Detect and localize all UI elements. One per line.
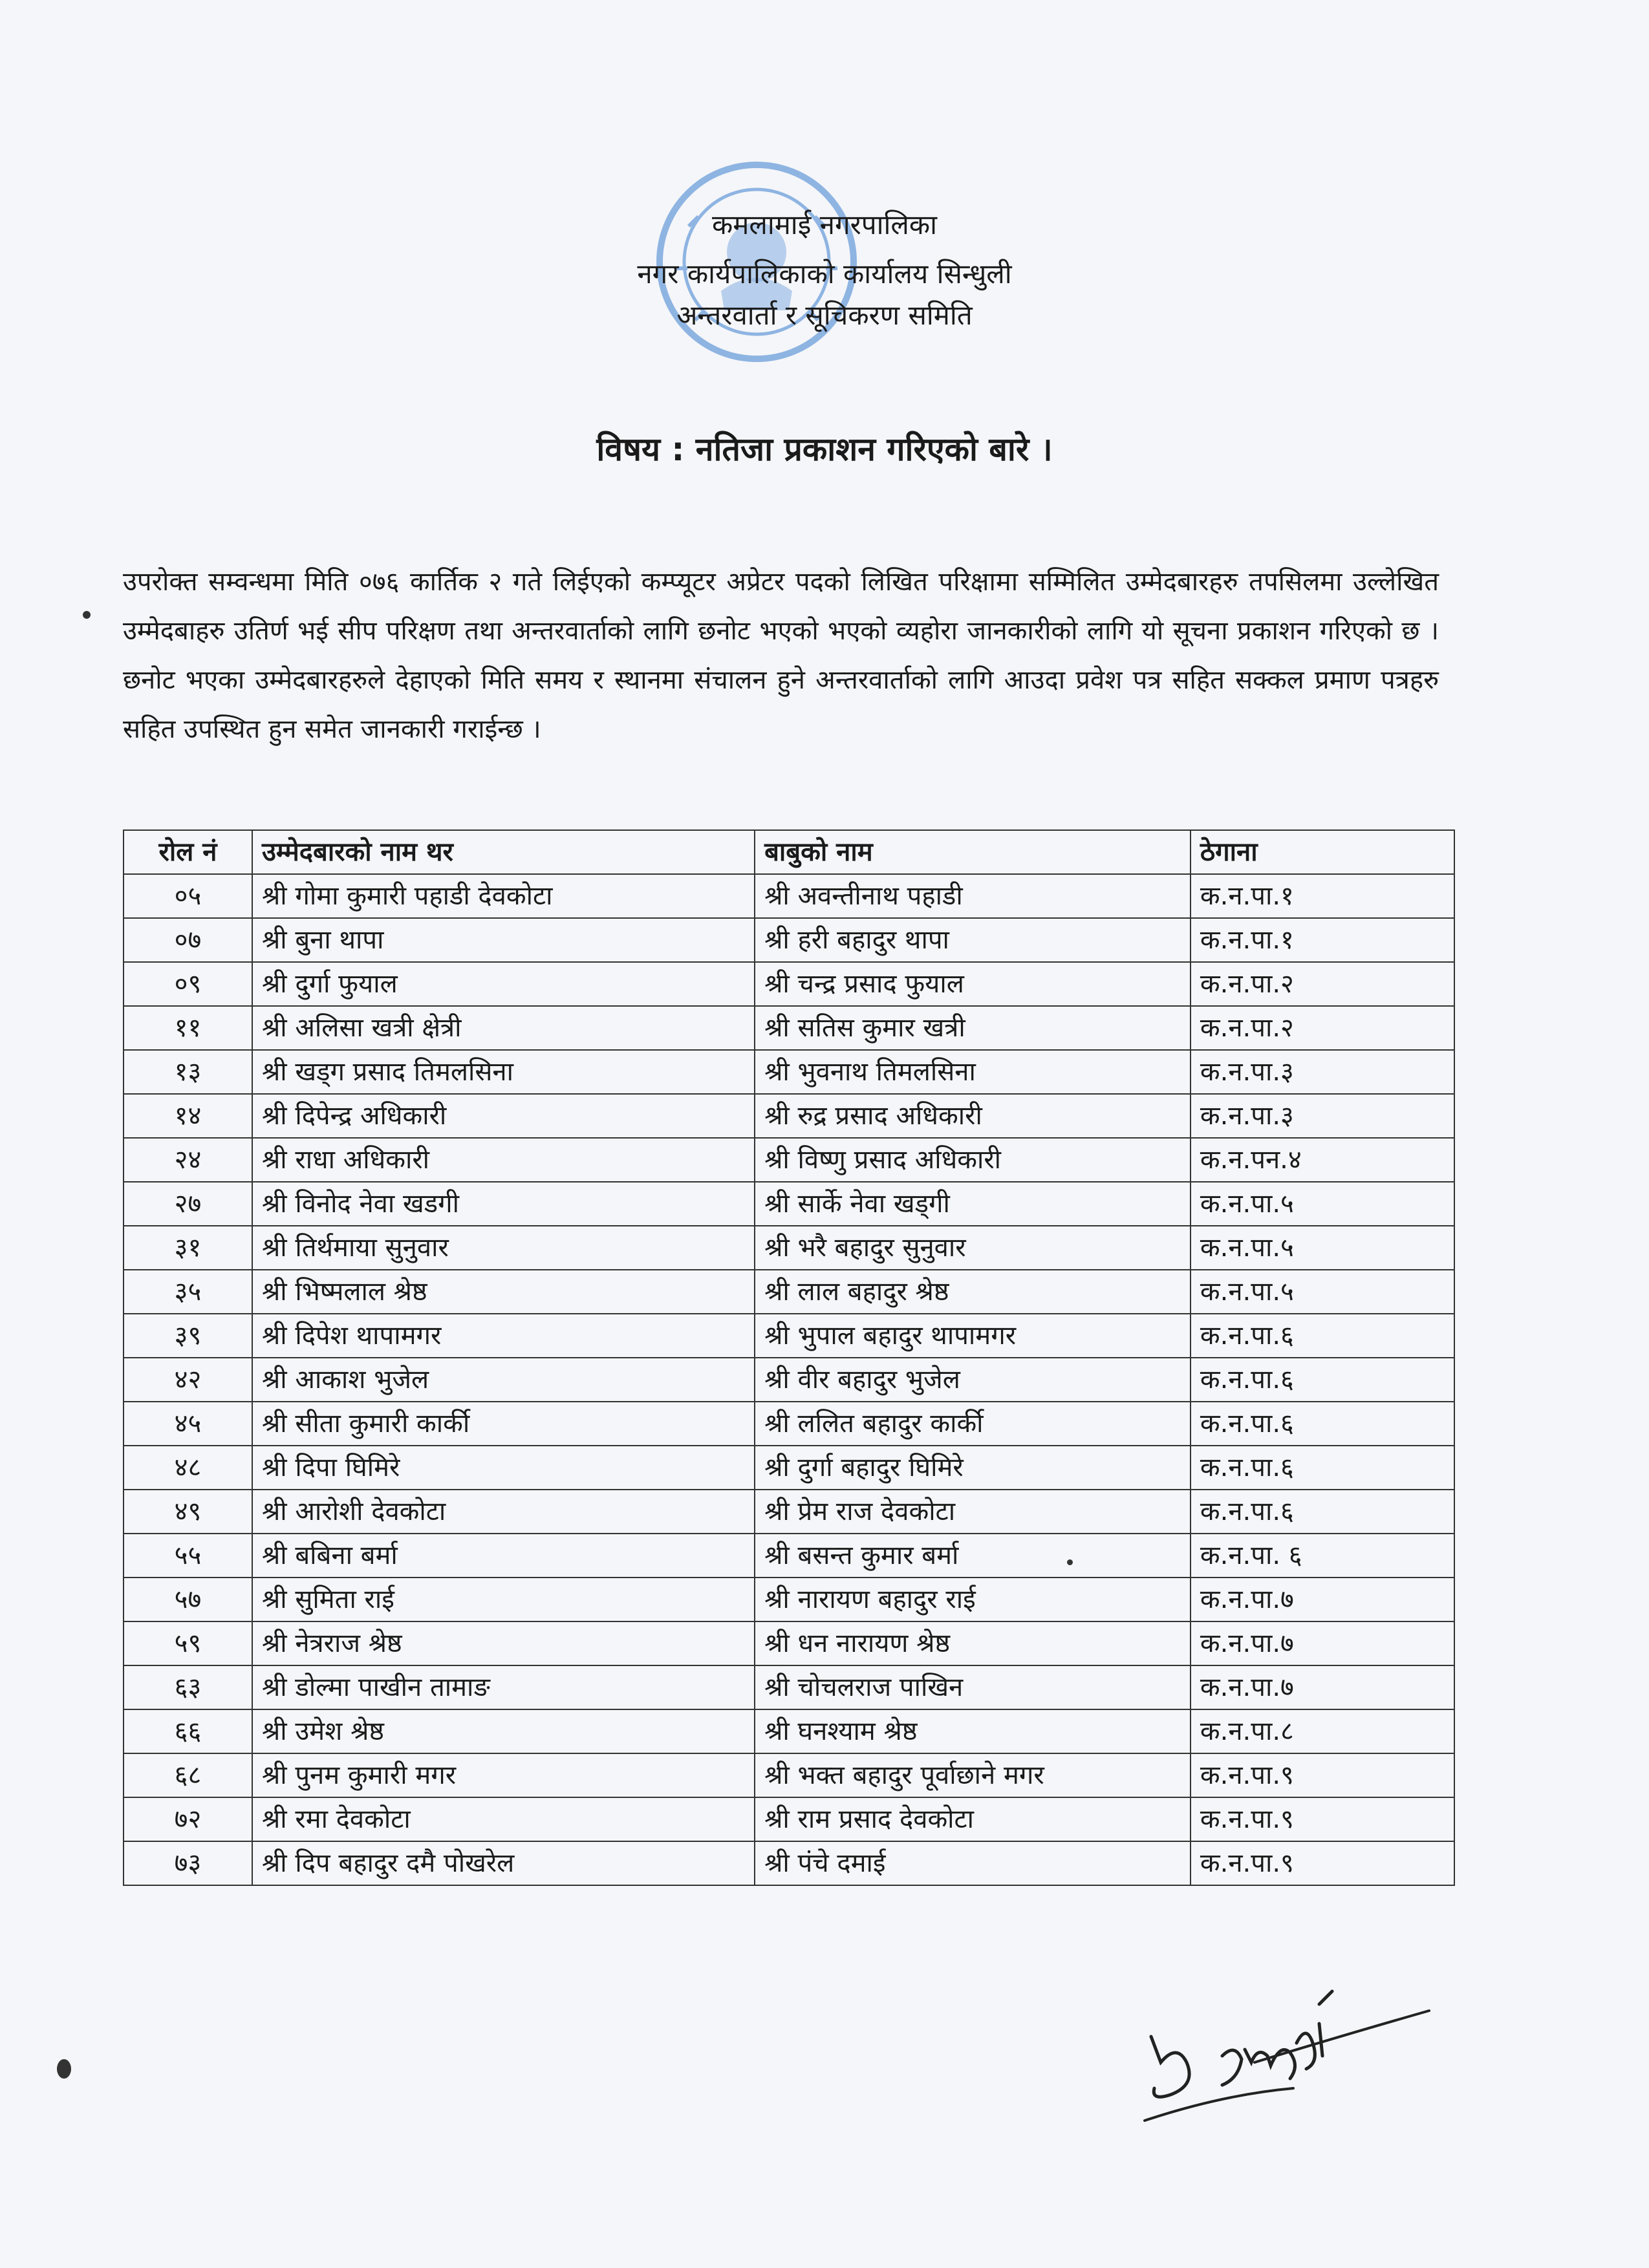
candidate-name: श्री रमा देवकोटा (252, 1797, 755, 1841)
roll-number: ५७ (124, 1578, 252, 1621)
candidate-name: श्री गोमा कुमारी पहाडी देवकोटा (252, 874, 755, 918)
roll-number: ४२ (124, 1358, 252, 1402)
table-row (124, 1709, 1454, 1753)
father-name: श्री रुद्र प्रसाद अधिकारी (755, 1094, 1191, 1138)
table-row (124, 962, 1454, 1006)
address: क.न.पा.३ (1191, 1050, 1454, 1094)
father-name: श्री चन्द्र प्रसाद फुयाल (755, 962, 1191, 1006)
father-name: श्री भक्त बहादुर पूर्वाछाने मगर (755, 1753, 1191, 1797)
column-header-candidate: उम्मेदबारको नाम थर (252, 830, 755, 874)
table-row (124, 1006, 1454, 1050)
address: क.न.पा.१ (1191, 874, 1454, 918)
address: क.न.पा.१ (1191, 918, 1454, 962)
scan-speck (83, 611, 91, 619)
table-row (124, 1226, 1454, 1270)
father-name: श्री लाल बहादुर श्रेष्ठ (755, 1270, 1191, 1314)
table-row (124, 1138, 1454, 1182)
roll-number: ६३ (124, 1665, 252, 1709)
address: क.न.पा.९ (1191, 1841, 1454, 1885)
candidate-name: श्री उमेश श्रेष्ठ (252, 1709, 755, 1753)
address: क.न.पा.२ (1191, 1006, 1454, 1050)
results-body (124, 874, 1454, 1885)
father-name: श्री अवन्तीनाथ पहाडी (755, 874, 1191, 918)
address: क.न.पा.६ (1191, 1490, 1454, 1534)
roll-number: ५९ (124, 1621, 252, 1665)
candidate-name: श्री दिपा घिमिरे (252, 1446, 755, 1490)
address: क.न.पा.९ (1191, 1753, 1454, 1797)
roll-number: ४५ (124, 1402, 252, 1446)
father-name: श्री प्रेम राज देवकोटा (755, 1490, 1191, 1534)
roll-number: ७२ (124, 1797, 252, 1841)
candidate-name: श्री बबिना बर्मा (252, 1534, 755, 1578)
table-row (124, 918, 1454, 962)
candidate-name: श्री दिपेन्द्र अधिकारी (252, 1094, 755, 1138)
father-name: श्री ललित बहादुर कार्की (755, 1402, 1191, 1446)
table-row (124, 1490, 1454, 1534)
father-name: श्री भुपाल बहादुर थापामगर (755, 1314, 1191, 1358)
roll-number: ३१ (124, 1226, 252, 1270)
father-name: श्री पंचे दमाई (755, 1841, 1191, 1885)
candidate-name: श्री तिर्थमाया सुनुवार (252, 1226, 755, 1270)
address: क.न.पा.६ (1191, 1402, 1454, 1446)
column-header-address: ठेगाना (1191, 830, 1454, 874)
address: क.न.पा.८ (1191, 1709, 1454, 1753)
signature-icon (1125, 1965, 1461, 2134)
candidate-name: श्री दुर्गा फुयाल (252, 962, 755, 1006)
address: क.न.पा.५ (1191, 1182, 1454, 1226)
roll-number: ०७ (124, 918, 252, 962)
father-name: श्री भरै बहादुर सुनुवार (755, 1226, 1191, 1270)
father-name: श्री विष्णु प्रसाद अधिकारी (755, 1138, 1191, 1182)
table-row (124, 1797, 1454, 1841)
father-name: श्री वीर बहादुर भुजेल (755, 1358, 1191, 1402)
roll-number: २४ (124, 1138, 252, 1182)
table-header-row (124, 830, 1454, 874)
results-table (123, 829, 1455, 1886)
roll-number: १३ (124, 1050, 252, 1094)
father-name: श्री सतिस कुमार खत्री (755, 1006, 1191, 1050)
table-row (124, 1578, 1454, 1621)
roll-number: ६६ (124, 1709, 252, 1753)
office-name: कमलामाई नगरपालिका (711, 209, 938, 241)
candidate-name: श्री बुना थापा (252, 918, 755, 962)
address: क.न.पा.६ (1191, 1358, 1454, 1402)
column-header-roll: रोल नं (124, 830, 252, 874)
table-row (124, 1314, 1454, 1358)
address: क.न.पा.३ (1191, 1094, 1454, 1138)
roll-number: ६८ (124, 1753, 252, 1797)
roll-number: ३९ (124, 1314, 252, 1358)
address: क.न.पा.९ (1191, 1797, 1454, 1841)
roll-number: ०५ (124, 874, 252, 918)
roll-number: १४ (124, 1094, 252, 1138)
address: क.न.पा.५ (1191, 1226, 1454, 1270)
roll-number: ७३ (124, 1841, 252, 1885)
father-name: श्री घनश्याम श्रेष्ठ (755, 1709, 1191, 1753)
column-header-father: बाबुको नाम (755, 830, 1191, 874)
table-row (124, 1753, 1454, 1797)
roll-number: ११ (124, 1006, 252, 1050)
address: क.न.पा.७ (1191, 1578, 1454, 1621)
notice-body: उपरोक्त सम्वन्धमा मिति ०७६ कार्तिक २ गते लिईएको कम्प्यूटर अप्रेटर पदको लिखित परिक्षामा सम्मिलित उम्मेदबारहरु तपसिलमा उल्लेखित उम्मेदबाहरु उतिर्ण भई सीप परिक्षण तथा अन्तरवार्ताको लागि छनोट भएको भएको व्यहोरा जानकारीको लागि यो सूचना प्रकाशन गरिएको छ । छनोट भएका उम्मेदबारहरुले देहाएको मिति समय र स्थानमा संचालन हुने अन्तरवार्ताको लागि आउदा प्रवेश पत्र सहित सक्कल प्रमाण पत्रहरु सहित उपस्थित हुन समेत जानकारी गराईन्छ । (123, 567, 1439, 744)
father-name: श्री नारायण बहादुर राई (755, 1578, 1191, 1621)
scan-speck (57, 2059, 71, 2079)
candidate-name: श्री पुनम कुमारी मगर (252, 1753, 755, 1797)
address: क.न.पा.६ (1191, 1446, 1454, 1490)
table-row (124, 1665, 1454, 1709)
father-name: श्री धन नारायण श्रेष्ठ (755, 1621, 1191, 1665)
roll-number: ५५ (124, 1534, 252, 1578)
father-name: श्री चोचलराज पाखिन (755, 1665, 1191, 1709)
roll-number: ४९ (124, 1490, 252, 1534)
table-row (124, 1402, 1454, 1446)
candidate-name: श्री सीता कुमारी कार्की (252, 1402, 755, 1446)
table-row (124, 1621, 1454, 1665)
table-row (124, 1446, 1454, 1490)
address: क.न.पा. ६ (1191, 1534, 1454, 1578)
roll-number: ४८ (124, 1446, 252, 1490)
table-row (124, 1182, 1454, 1226)
table-row (124, 1358, 1454, 1402)
roll-number: ३५ (124, 1270, 252, 1314)
father-name: श्री राम प्रसाद देवकोटा (755, 1797, 1191, 1841)
address: क.न.पा.२ (1191, 962, 1454, 1006)
office-subtitle: नगर कार्यपालिकाको कार्यालय सिन्धुली (637, 258, 1012, 290)
candidate-name: श्री दिपेश थापामगर (252, 1314, 755, 1358)
candidate-name: श्री खड्ग प्रसाद तिमलसिना (252, 1050, 755, 1094)
address: क.न.पा.६ (1191, 1314, 1454, 1358)
subject-heading: विषय : नतिजा प्रकाशन गरिएको बारे । (596, 431, 1053, 468)
father-name: श्री सार्के नेवा खड्गी (755, 1182, 1191, 1226)
scan-speck (1067, 1559, 1073, 1565)
candidate-name: श्री डोल्मा पाखीन तामाङ (252, 1665, 755, 1709)
father-name: श्री भुवनाथ तिमलसिना (755, 1050, 1191, 1094)
table-row (124, 1270, 1454, 1314)
father-name: श्री हरी बहादुर थापा (755, 918, 1191, 962)
father-name: श्री बसन्त कुमार बर्मा (755, 1534, 1191, 1578)
address: क.न.पन.४ (1191, 1138, 1454, 1182)
table-row (124, 1050, 1454, 1094)
address: क.न.पा.५ (1191, 1270, 1454, 1314)
candidate-name: श्री दिप बहादुर दमै पोखरेल (252, 1841, 755, 1885)
table-row (124, 1094, 1454, 1138)
candidate-name: श्री भिष्मलाल श्रेष्ठ (252, 1270, 755, 1314)
candidate-name: श्री आकाश भुजेल (252, 1358, 755, 1402)
table-row (124, 1841, 1454, 1885)
roll-number: ०९ (124, 962, 252, 1006)
address: क.न.पा.७ (1191, 1665, 1454, 1709)
candidate-name: श्री राधा अधिकारी (252, 1138, 755, 1182)
table-row (124, 874, 1454, 918)
candidate-name: श्री विनोद नेवा खडगी (252, 1182, 755, 1226)
father-name: श्री दुर्गा बहादुर घिमिरे (755, 1446, 1191, 1490)
roll-number: २७ (124, 1182, 252, 1226)
candidate-name: श्री सुमिता राई (252, 1578, 755, 1621)
table-row (124, 1534, 1454, 1578)
candidate-name: श्री आरोशी देवकोटा (252, 1490, 755, 1534)
candidate-name: श्री अलिसा खत्री क्षेत्री (252, 1006, 755, 1050)
committee-name: अन्तरवार्ता र सूचिकरण समिति (676, 299, 973, 331)
candidate-name: श्री नेत्रराज श्रेष्ठ (252, 1621, 755, 1665)
address: क.न.पा.७ (1191, 1621, 1454, 1665)
